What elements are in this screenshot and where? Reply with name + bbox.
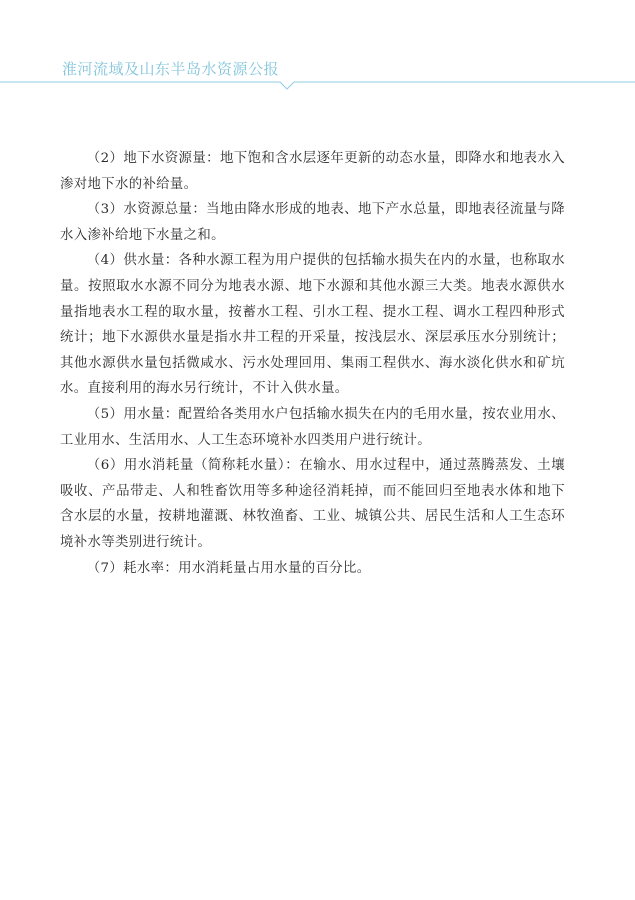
header-rule (0, 0, 635, 100)
page-header (0, 0, 635, 100)
document-body (60, 146, 565, 581)
paragraph-water-consumption: （6）用水消耗量（简称耗水量）：在输水、用水过程中，通过蒸腾蒸发、土壤吸收、产品带走、人和牲畜饮用等多种途径消耗掉，而不能回归至地表水体和地下含水层的水量，按耕地灌溉、林牧渔畜、工业、城镇公共、居民生活和人工生态环境补水等类别进行统计。 (60, 458, 565, 550)
paragraph-water-supply: （4）供水量：各种水源工程为用户提供的包括输水损失在内的水量，也称取水量。按照取水水源不同分为地表水源、地下水源和其他水源三大类。地表水源供水量指地表水工程的取水量，按蓄水工程、引水工程、提水工程、调水工程四种形式统计；地下水源供水量是指水井工程的开采量，按浅层水、深层承压水分别统计；其他水源供水量包括微咸水、污水处理回用、集雨工程供水、海水淡化供水和矿坑水。直接利用的海水另行统计，不计入供水量。 (60, 253, 565, 397)
paragraph-consumption-rate: （7）耗水率：用水消耗量占用水量的百分比。 (86, 560, 371, 576)
paragraph-groundwater-resources: （2）地下水资源量：地下饱和含水层逐年更新的动态水量，即降水和地表水入渗对地下水的补给量。 (60, 151, 565, 192)
paragraph-total-water-resources: （3）水资源总量：当地由降水形成的地表、地下产水总量，即地表径流量与降水入渗补给地下水量之和。 (60, 202, 565, 243)
header-title: 淮河流域及山东半岛水资源公报 (62, 60, 280, 78)
paragraph-water-use: （5）用水量：配置给各类用水户包括输水损失在内的毛用水量，按农业用水、工业用水、生活用水、人工生态环境补水四类用户进行统计。 (60, 406, 565, 448)
